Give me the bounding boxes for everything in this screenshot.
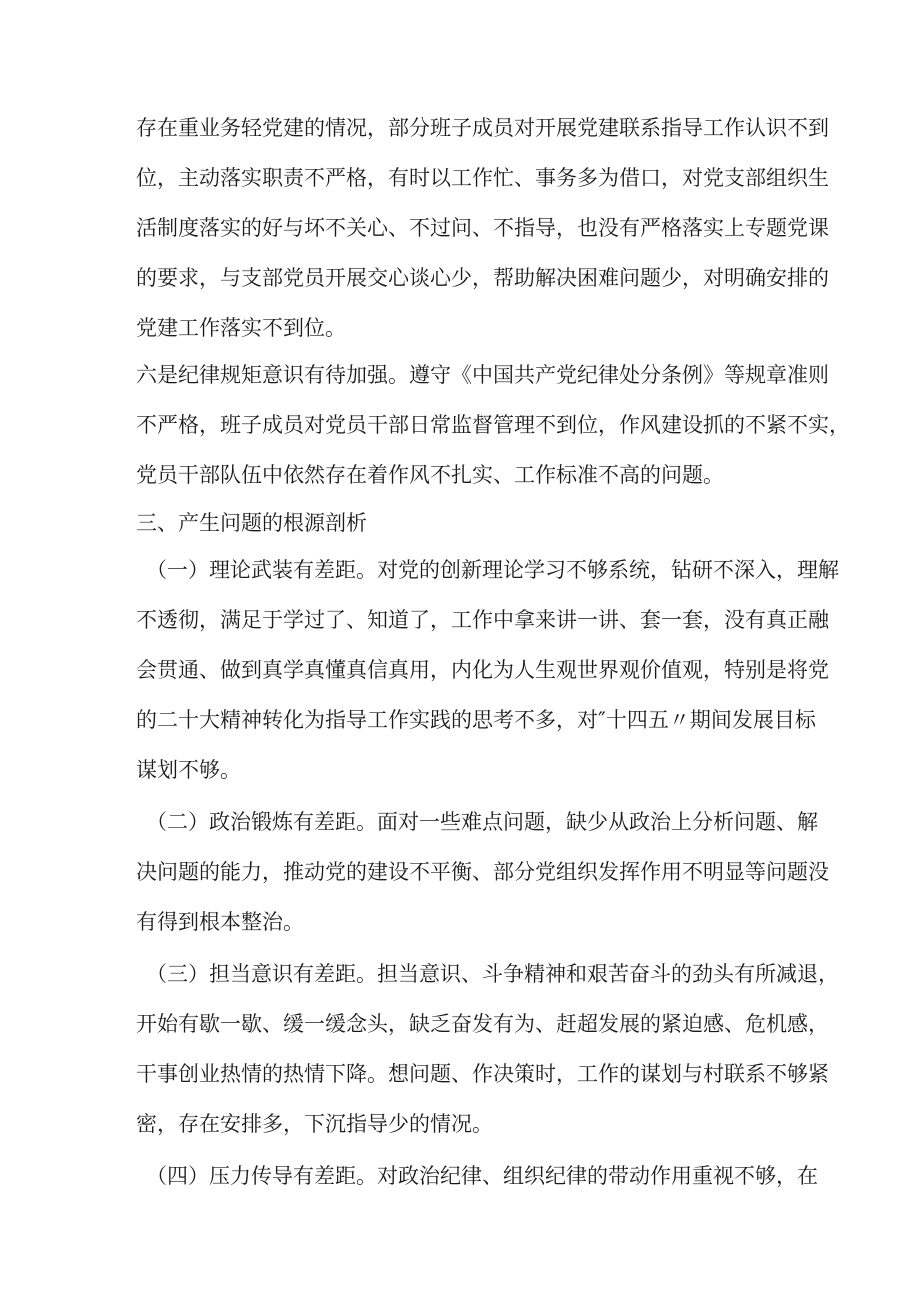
text-line: 党建工作落实不到位。: [136, 316, 346, 340]
text-line: 党员干部队伍中依然存在着作风不扎实、工作标准不高的问题。: [136, 463, 724, 487]
text-line: 开始有歇一歇、缓一缓念头，缺乏奋发有为、赶超发展的紧迫感、危机感，: [136, 1012, 829, 1036]
text-line: （四）压力传导有差距。对政治纪律、组织纪律的带动作用重视不够，在: [146, 1164, 818, 1188]
text-line: 不严格，班子成员对党员干部日常监督管理不到位，作风建设抓的不紧不实，: [136, 413, 850, 437]
text-line: 的二十大精神转化为指导工作实践的思考不多，对″十四五〃期间发展目标: [136, 708, 816, 732]
text-line: （二）政治锻炼有差距。面对一些难点问题，缺少从政治上分析问题、解: [146, 810, 818, 834]
text-line: 存在重业务轻党建的情况，部分班子成员对开展党建联系指导工作认识不到: [136, 116, 829, 140]
text-line: 的要求，与支部党员开展交心谈心少，帮助解决困难问题少，对明确安排的: [136, 266, 829, 290]
text-line: 活制度落实的好与坏不关心、不过问、不指导，也没有严格落实上专题党课: [136, 216, 829, 240]
text-line: （三）担当意识有差距。担当意识、斗争精神和艰苦奋斗的劲头有所减退，: [146, 962, 839, 986]
text-line: 会贯通、做到真学真懂真信真用，内化为人生观世界观价值观，特别是将党: [136, 658, 829, 682]
text-line: 位，主动落实职责不严格，有时以工作忙、事务多为借口，对党支部组织生: [136, 166, 829, 190]
text-line: 密，存在安排多，下沉指导少的情况。: [136, 1112, 493, 1136]
text-line: 干事创业热情的热情下降。想问题、作决策时，工作的谋划与村联系不够紧: [136, 1062, 829, 1086]
text-line: 不透彻，满足于学过了、知道了，工作中拿来讲一讲、套一套，没有真正融: [136, 608, 829, 632]
text-line: 有得到根本整治。: [136, 910, 304, 934]
section-heading: 三、产生问题的根源剖析: [136, 511, 367, 535]
text-line: （一）理论武装有差距。对党的创新理论学习不够系统，钻研不深入，理解: [146, 558, 839, 582]
text-line: 谋划不够。: [136, 758, 241, 782]
text-line: 决问题的能力，推动党的建设不平衡、部分党组织发挥作用不明显等问题没: [136, 860, 829, 884]
text-line: 六是纪律规矩意识有待加强。遵守《中国共产党纪律处分条例》等规章准则: [136, 363, 829, 387]
